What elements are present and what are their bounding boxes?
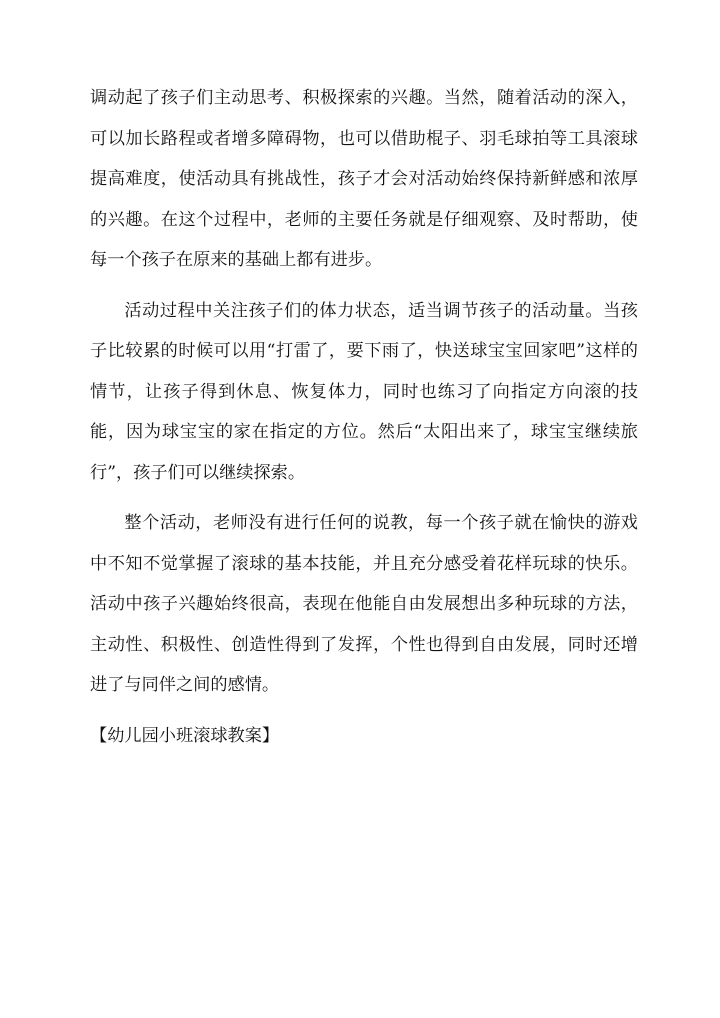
paragraph-continuation: 调动起了孩子们主动思考、积极探索的兴趣。当然，随着活动的深入，可以加长路程或者增多障碍物，也可以借助棍子、羽毛球拍等工具滚球提高难度，使活动具有挑战性，孩子才会对活动始终保持新鲜感和浓厚的兴趣。在这个过程中，老师的主要任务就是仔细观察、及时帮助，使每一个孩子在原来的基础上都有进步。: [90, 88, 638, 270]
paragraph-activity-pacing: 活动过程中关注孩子们的体力状态，适当调节孩子的活动量。当孩子比较累的时候可以用“打雷了，要下雨了，快送球宝宝回家吧”这样的情节，让孩子得到休息、恢复体力，同时也练习了向指定方向滚的技能，因为球宝宝的家在指定的方位。然后“太阳出来了，球宝宝继续旅行”，孩子们可以继续探索。: [90, 300, 638, 483]
document-body: [90, 78, 638, 756]
section-title: 【幼儿园小班滚球教案】: [90, 725, 280, 746]
paragraph-activity-summary: 整个活动，老师没有进行任何的说教，每一个孩子就在愉快的游戏中不知不觉掌握了滚球的基本技能，并且充分感受着花样玩球的快乐。活动中孩子兴趣始终很高，表现在他能自由发展想出多种玩球的方法，主动性、积极性、创造性得到了发挥，个性也得到自由发展，同时还增进了与同伴之间的感情。: [90, 513, 638, 695]
